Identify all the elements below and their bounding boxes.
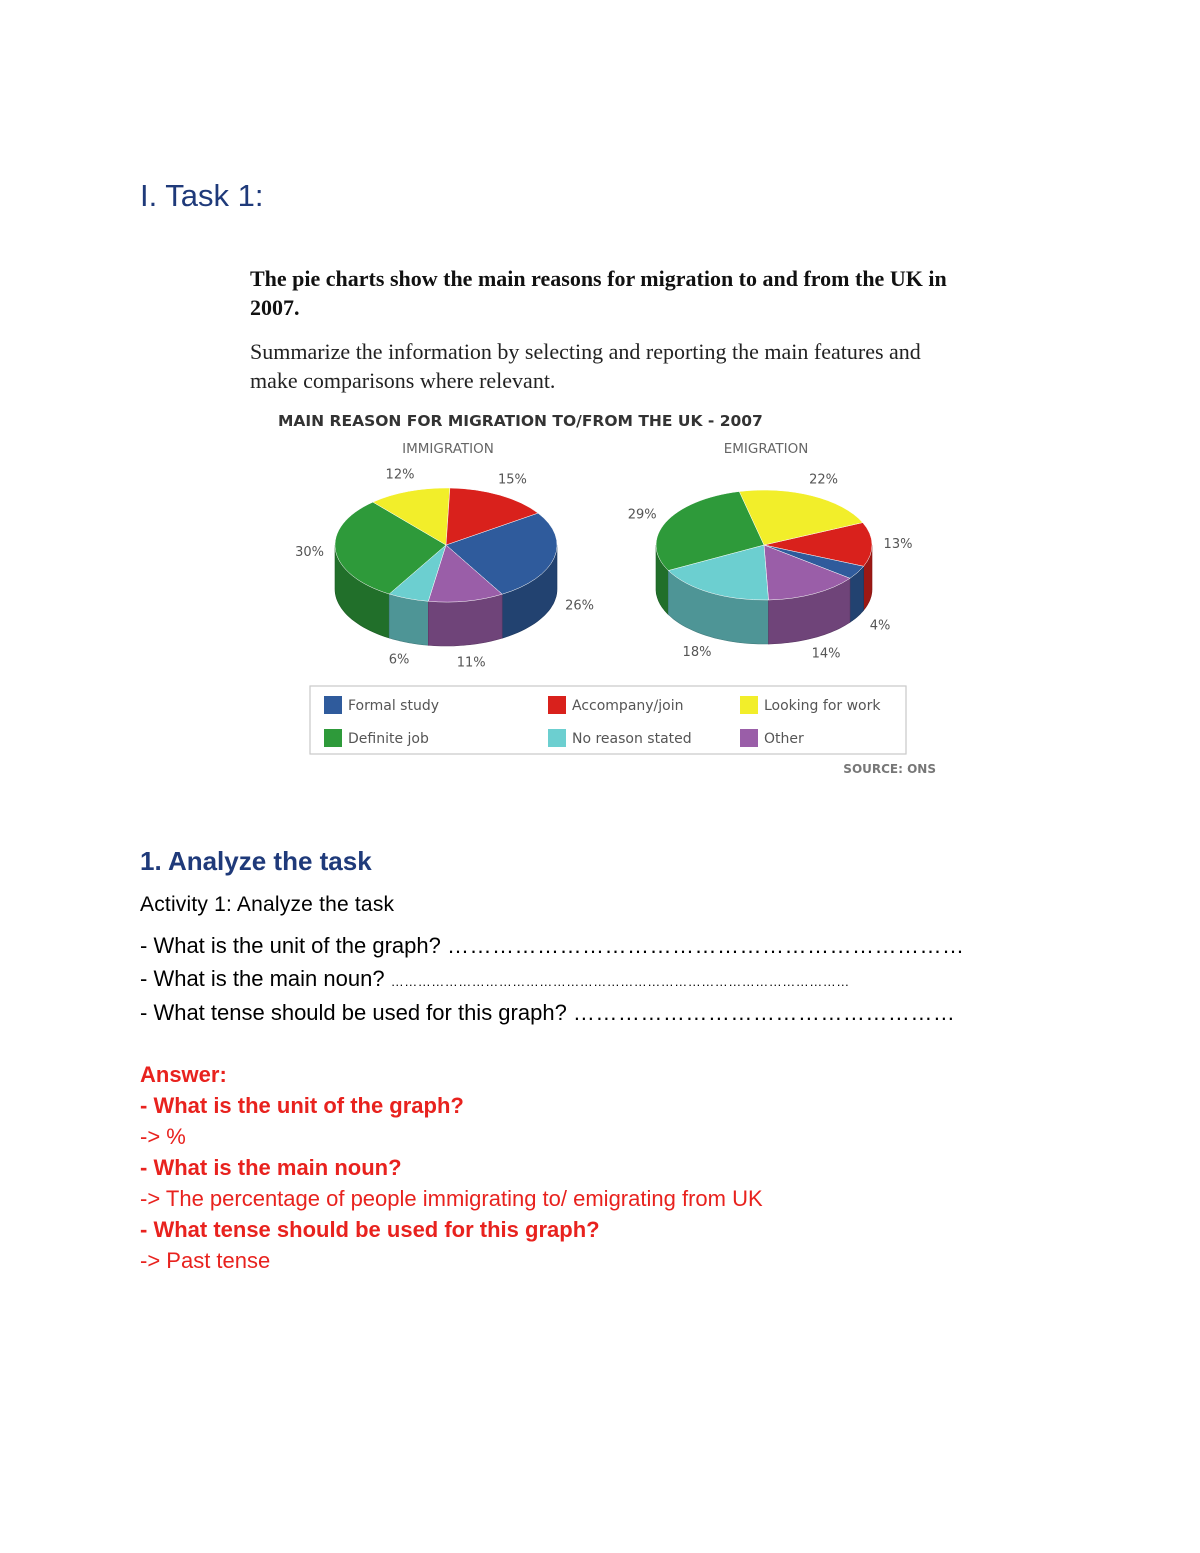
pie-label: 30% [295,544,325,560]
question-unit: - What is the unit of the graph? …………………………………………………………… [140,933,965,958]
legend-label: Formal study [348,698,440,714]
pie-label: 18% [682,645,712,661]
answer-question-unit: - What is the unit of the graph? [140,1093,464,1118]
pie-label: 26% [565,598,595,614]
activity-label: Activity 1: Analyze the task [140,893,395,916]
analyze-heading: 1. Analyze the task [140,846,372,876]
legend-swatch [740,729,758,747]
pie-label: 22% [809,472,839,488]
chart-title: MAIN REASON FOR MIGRATION TO/FROM THE UK - 2007 [278,412,763,430]
prompt-title: The pie charts show the main reasons for migration to and from the UK in 2007. [250,266,947,320]
legend-item-other [740,729,804,747]
legend-label: No reason stated [572,731,692,747]
answer-blank: …………………………………………… [572,1000,956,1025]
pie-title-immigration: IMMIGRATION [402,441,494,457]
pie-label: 4% [869,618,891,634]
question-noun: - What is the main noun? ………………………………………………………………………………………… [140,966,850,991]
pie-emigration [628,473,913,662]
legend-label: Accompany/join [572,698,684,714]
pie-label: 12% [385,467,415,483]
pie-label: 14% [811,646,841,662]
pie-label: 13% [883,537,913,553]
answer-label: Answer: [140,1062,227,1087]
legend-swatch [548,696,566,714]
pie-label: 6% [388,652,410,668]
chart-legend [310,686,906,754]
legend-item-definite-job [324,729,429,747]
chart-source: SOURCE: ONS [843,762,936,776]
answer-question-tense: - What tense should be used for this graph? [140,1217,600,1242]
pie-immigration [295,467,594,670]
answer-unit: -> % [140,1124,186,1149]
pie-title-emigration: EMIGRATION [723,441,809,457]
legend-swatch [324,696,342,714]
pie-side-no-reason-stated [389,594,428,645]
legend-swatch [324,729,342,747]
answer-blank: …………………………………………………………… [446,933,965,958]
pie-label: 15% [497,472,527,488]
answer-tense: -> Past tense [140,1248,271,1273]
pie-label: 11% [456,655,486,671]
section-heading: I. Task 1: [140,178,264,213]
legend-label: Definite job [348,731,429,747]
pie-label: 29% [627,507,657,523]
migration-pie-charts [270,405,950,785]
legend-swatch [740,696,758,714]
question-tense: - What tense should be used for this graph? …………………………………………… [140,1000,956,1025]
prompt-body: Summarize the information by selecting and reporting the main features and make comparisons where relevant. [250,339,921,393]
answer-blank: ………………………………………………………………………………………… [390,974,850,989]
legend-item-formal-study [324,696,439,714]
legend-label: Looking for work [764,698,881,714]
legend-label: Other [764,731,804,747]
answer-noun: -> The percentage of people immigrating to/ emigrating from UK [140,1186,763,1211]
answer-question-noun: - What is the main noun? [140,1155,402,1180]
legend-swatch [548,729,566,747]
